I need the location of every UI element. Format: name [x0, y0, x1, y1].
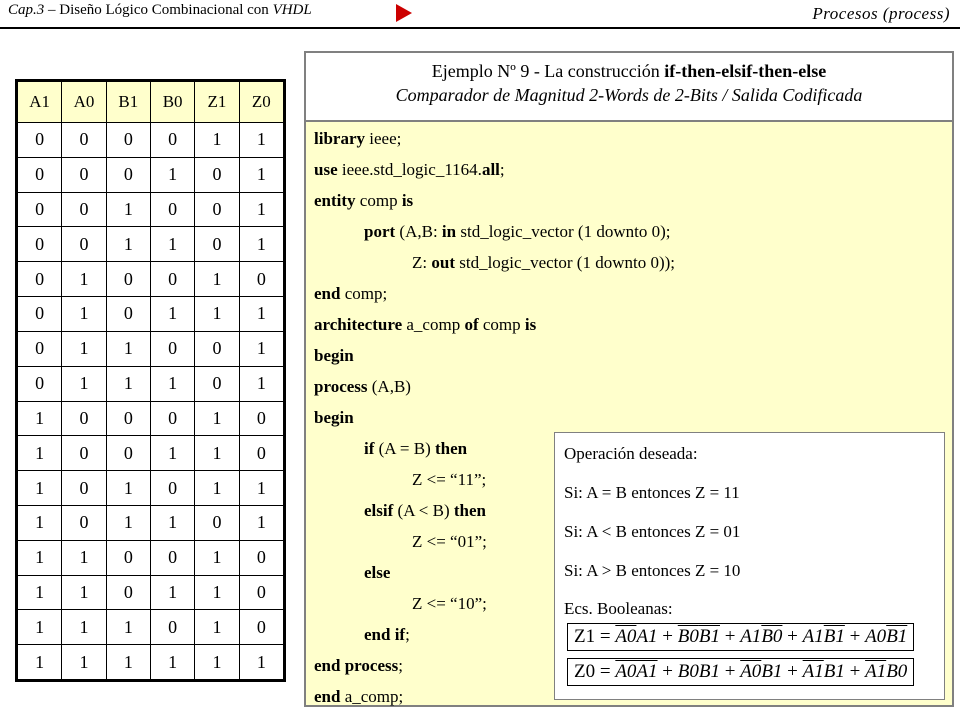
code-text: ; [398, 656, 403, 675]
code-text: ieee.std_logic_1164. [337, 160, 482, 179]
table-cell: 1 [150, 227, 194, 262]
table-cell: 1 [239, 645, 283, 680]
table-cell: 0 [150, 262, 194, 297]
table-cell: 1 [62, 610, 106, 645]
equation-term: + [719, 626, 741, 647]
chapter-title-vhdl: VHDL [272, 2, 312, 18]
table-cell: 0 [106, 157, 150, 192]
table-cell: 0 [195, 227, 239, 262]
equation-term: + [782, 661, 803, 682]
column-header: A1 [18, 82, 62, 123]
table-cell: 1 [150, 366, 194, 401]
equation-term: + [844, 661, 866, 682]
table-cell: 0 [239, 262, 283, 297]
code-text: (A = B) [374, 439, 435, 458]
equation-term: + [844, 626, 866, 647]
equation-term: B1 [761, 661, 783, 682]
table-cell: 0 [239, 575, 283, 610]
table-cell: 0 [150, 192, 194, 227]
code-keyword: begin [314, 408, 354, 427]
table-cell: 1 [62, 575, 106, 610]
table-cell: 0 [18, 157, 62, 192]
table-cell: 1 [18, 610, 62, 645]
table-cell: 0 [106, 575, 150, 610]
table-row [18, 401, 284, 436]
table-cell: 0 [239, 436, 283, 471]
code-keyword: end [314, 284, 341, 303]
equation-term: Z0 = [574, 661, 616, 682]
equation-term: B1 [886, 626, 908, 647]
code-line [314, 185, 675, 216]
code-keyword: is [524, 315, 537, 334]
code-keyword: if [364, 439, 375, 458]
equation-z1 [567, 623, 914, 651]
column-header: A0 [62, 82, 106, 123]
next-arrow-icon[interactable] [396, 4, 412, 22]
equation-term: + [657, 661, 678, 682]
table-cell: 0 [62, 192, 106, 227]
equation-term: B0 [761, 626, 783, 647]
column-header: Z1 [195, 82, 239, 123]
equation-term: B1 [823, 626, 845, 647]
table-cell: 1 [239, 157, 283, 192]
table-cell: 1 [18, 540, 62, 575]
table-cell: 0 [106, 401, 150, 436]
truth-table-header [18, 82, 284, 123]
example-subtitle: Comparador de Magnitud 2-Words de 2-Bits / Salida Codificada [395, 85, 863, 105]
code-keyword: use [314, 160, 338, 179]
equation-term: A0 [615, 626, 637, 647]
table-cell: 0 [195, 505, 239, 540]
code-line [314, 216, 675, 247]
code-keyword: then [453, 501, 486, 520]
table-row [18, 505, 284, 540]
equation-term: B0 [677, 661, 699, 682]
example-title-construct: if-then-elsif-then-else [664, 61, 827, 81]
table-cell: 0 [150, 471, 194, 506]
truth-table [15, 79, 286, 682]
code-keyword: then [434, 439, 468, 458]
table-cell: 1 [106, 505, 150, 540]
table-cell: 0 [150, 123, 194, 158]
table-cell: 0 [62, 505, 106, 540]
table-row [18, 436, 284, 471]
table-cell: 0 [106, 262, 150, 297]
table-cell: 1 [239, 331, 283, 366]
table-cell: 0 [106, 123, 150, 158]
operation-box [554, 432, 945, 700]
example-title-prefix: Ejemplo Nº 9 - La construcción [431, 61, 665, 81]
table-cell: 1 [18, 436, 62, 471]
table-cell: 1 [18, 575, 62, 610]
chapter-title: – Diseño Lógico Combinacional con [44, 2, 273, 18]
table-cell: 1 [195, 262, 239, 297]
table-row [18, 192, 284, 227]
table-cell: 1 [62, 331, 106, 366]
table-cell: 0 [62, 123, 106, 158]
table-cell: 0 [239, 401, 283, 436]
table-cell: 1 [62, 540, 106, 575]
table-row [18, 157, 284, 192]
table-cell: 1 [195, 540, 239, 575]
table-cell: 0 [18, 297, 62, 332]
table-cell: 1 [106, 610, 150, 645]
table-cell: 0 [195, 157, 239, 192]
code-text: Z: [412, 253, 432, 272]
equation-term: A1 [802, 661, 824, 682]
code-text: Z <= “11”; [412, 470, 487, 489]
code-keyword: library [314, 129, 365, 148]
table-cell: 0 [18, 331, 62, 366]
table-cell: 0 [239, 540, 283, 575]
table-cell: 0 [18, 262, 62, 297]
table-row [18, 645, 284, 680]
code-line [314, 247, 675, 278]
table-cell: 1 [195, 401, 239, 436]
table-cell: 1 [150, 575, 194, 610]
table-cell: 0 [62, 157, 106, 192]
table-row [18, 123, 284, 158]
code-text: comp [478, 315, 525, 334]
operation-line: Si: A < B entonces Z = 01 [564, 522, 741, 541]
code-keyword: port [364, 222, 396, 241]
code-text: comp; [340, 284, 388, 303]
table-cell: 0 [195, 366, 239, 401]
header-divider [0, 27, 960, 29]
code-line [314, 123, 675, 154]
code-text: std_logic_vector (1 downto 0)); [454, 253, 675, 272]
equation-term: + [782, 626, 803, 647]
table-cell: 1 [106, 471, 150, 506]
code-keyword: of [464, 315, 479, 334]
code-keyword: end if [364, 625, 406, 644]
code-text: comp [355, 191, 402, 210]
table-cell: 1 [239, 297, 283, 332]
table-cell: 0 [18, 227, 62, 262]
table-cell: 1 [150, 157, 194, 192]
table-cell: 1 [239, 227, 283, 262]
code-text: Z <= “10”; [412, 594, 487, 613]
column-header: B1 [106, 82, 150, 123]
code-keyword: elsif [364, 501, 394, 520]
table-cell: 1 [18, 401, 62, 436]
operation-line: Si: A > B entonces Z = 10 [564, 561, 741, 580]
section-title: Procesos (process) [812, 4, 950, 23]
column-header: B0 [150, 82, 194, 123]
equation-term: + [719, 661, 741, 682]
table-cell: 0 [62, 436, 106, 471]
table-cell: 1 [18, 505, 62, 540]
table-cell: 1 [18, 471, 62, 506]
code-keyword: process [314, 377, 368, 396]
code-text: std_logic_vector (1 downto 0); [456, 222, 671, 241]
table-cell: 0 [62, 471, 106, 506]
code-text: ieee; [365, 129, 402, 148]
code-keyword: all [481, 160, 500, 179]
table-cell: 1 [150, 436, 194, 471]
table-cell: 1 [195, 610, 239, 645]
code-line [314, 309, 675, 340]
code-line [314, 402, 675, 433]
table-cell: 0 [62, 401, 106, 436]
equation-term: A0 [865, 626, 887, 647]
code-keyword: is [401, 191, 414, 210]
table-cell: 1 [195, 471, 239, 506]
code-text: ; [499, 160, 505, 179]
code-text: (A,B: [395, 222, 442, 241]
table-cell: 1 [106, 645, 150, 680]
table-cell: 1 [195, 123, 239, 158]
code-text: (A < B) [393, 501, 454, 520]
table-cell: 1 [106, 366, 150, 401]
table-cell: 0 [150, 331, 194, 366]
table-cell: 1 [150, 505, 194, 540]
table-cell: 1 [106, 331, 150, 366]
code-text: Z <= “01”; [412, 532, 487, 551]
code-keyword: else [364, 563, 391, 582]
table-cell: 0 [150, 610, 194, 645]
table-cell: 0 [62, 227, 106, 262]
table-cell: 1 [195, 297, 239, 332]
equation-term: B1 [698, 661, 720, 682]
code-line [314, 278, 675, 309]
equation-term: A1 [740, 626, 762, 647]
table-cell: 1 [239, 471, 283, 506]
table-cell: 1 [62, 366, 106, 401]
equation-term: B1 [823, 661, 845, 682]
equation-term: B0 [677, 626, 699, 647]
code-text: (A,B) [367, 377, 411, 396]
equation-term: A1 [636, 626, 658, 647]
equation-term: + [657, 626, 678, 647]
table-row [18, 575, 284, 610]
table-cell: 1 [62, 262, 106, 297]
code-keyword: out [431, 253, 455, 272]
table-cell: 1 [239, 366, 283, 401]
table-cell: 0 [195, 331, 239, 366]
table-row [18, 331, 284, 366]
code-panel-header [306, 53, 952, 122]
column-header: Z0 [239, 82, 283, 123]
chapter-label: Cap.3 [8, 2, 45, 18]
table-cell: 0 [150, 401, 194, 436]
code-text: ; [405, 625, 410, 644]
table-cell: 0 [18, 192, 62, 227]
table-cell: 1 [18, 645, 62, 680]
code-keyword: begin [314, 346, 354, 365]
table-cell: 1 [195, 575, 239, 610]
equation-term: Z1 = [574, 626, 616, 647]
code-text: a_comp; [340, 687, 404, 706]
table-cell: 0 [106, 540, 150, 575]
table-cell: 1 [62, 645, 106, 680]
table-cell: 1 [106, 192, 150, 227]
equation-term: A0 [740, 661, 762, 682]
operation-line: Si: A = B entonces Z = 11 [564, 483, 740, 502]
table-cell: 1 [150, 297, 194, 332]
equation-term: B1 [698, 626, 720, 647]
table-cell: 1 [239, 192, 283, 227]
code-keyword: in [441, 222, 457, 241]
header-title [8, 2, 312, 19]
equation-term: B0 [886, 661, 908, 682]
table-row [18, 297, 284, 332]
equation-term: A1 [802, 626, 824, 647]
code-line [314, 340, 675, 371]
table-row [18, 540, 284, 575]
code-text: a_comp [402, 315, 465, 334]
table-cell: 0 [150, 540, 194, 575]
table-row [18, 262, 284, 297]
table-cell: 1 [62, 297, 106, 332]
table-cell: 0 [106, 297, 150, 332]
table-row [18, 471, 284, 506]
table-cell: 1 [150, 645, 194, 680]
code-keyword: architecture [314, 315, 403, 334]
code-line [314, 154, 675, 185]
code-keyword: end process [314, 656, 399, 675]
table-row [18, 610, 284, 645]
table-cell: 1 [239, 505, 283, 540]
truth-table-body [18, 123, 284, 680]
table-row [18, 366, 284, 401]
operation-title: Operación deseada: [564, 444, 698, 463]
table-cell: 0 [18, 366, 62, 401]
table-cell: 0 [18, 123, 62, 158]
equation-term: A1 [865, 661, 887, 682]
table-cell: 1 [195, 645, 239, 680]
equation-z0 [567, 658, 914, 686]
equation-term: A0A1 [615, 661, 658, 682]
example-title [306, 61, 952, 82]
code-keyword: end [314, 687, 341, 706]
table-cell: 0 [106, 436, 150, 471]
table-cell: 1 [106, 227, 150, 262]
table-row [18, 227, 284, 262]
table-cell: 0 [195, 192, 239, 227]
table-cell: 1 [195, 436, 239, 471]
code-line [314, 371, 675, 402]
table-cell: 0 [239, 610, 283, 645]
table-cell: 1 [239, 123, 283, 158]
ecs-label: Ecs. Booleanas: [564, 599, 673, 618]
code-keyword: entity [314, 191, 356, 210]
